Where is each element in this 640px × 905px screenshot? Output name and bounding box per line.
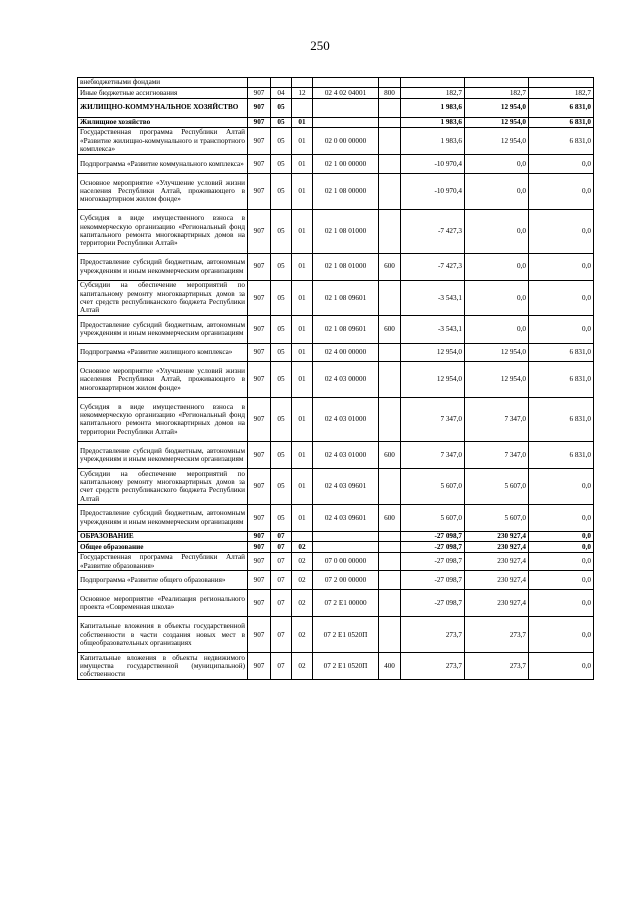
row-amount-3: 0,0 bbox=[529, 571, 594, 590]
row-ved: 907 bbox=[248, 469, 271, 505]
row-section: 05 bbox=[271, 316, 292, 343]
row-subsection: 01 bbox=[292, 504, 313, 531]
table-row bbox=[78, 571, 594, 590]
row-expense-type bbox=[379, 617, 401, 653]
row-name: Предоставление субсидий бюджетным, автономным учреждениям и иным некоммерческим организациям bbox=[78, 253, 248, 280]
row-subsection: 02 bbox=[292, 552, 313, 571]
row-ved: 907 bbox=[248, 343, 271, 362]
row-amount-1: 1 983,6 bbox=[401, 98, 465, 117]
row-subsection: 01 bbox=[292, 209, 313, 253]
row-expense-type bbox=[379, 542, 401, 552]
page-number: 250 bbox=[310, 38, 330, 53]
row-name: Иные бюджетные ассигнования bbox=[78, 88, 248, 98]
row-amount-2: 273,7 bbox=[465, 653, 529, 680]
row-section: 05 bbox=[271, 209, 292, 253]
row-expense-type bbox=[379, 155, 401, 174]
row-name: Общее образование bbox=[78, 542, 248, 552]
row-name: Субсидия в виде имущественного взноса в некоммерческую организацию «Региональный фонд капитального ремонта многоквартирных домов на территории Республики Алтай» bbox=[78, 209, 248, 253]
row-target-article: 07 2 E1 00000 bbox=[313, 590, 379, 617]
row-amount-2: 5 607,0 bbox=[465, 504, 529, 531]
row-ved: 907 bbox=[248, 316, 271, 343]
row-expense-type bbox=[379, 531, 401, 541]
row-subsection: 02 bbox=[292, 571, 313, 590]
table-row bbox=[78, 617, 594, 653]
row-expense-type bbox=[379, 173, 401, 209]
row-expense-type bbox=[379, 571, 401, 590]
table-row bbox=[78, 362, 594, 398]
row-subsection: 01 bbox=[292, 127, 313, 154]
row-subsection: 01 bbox=[292, 343, 313, 362]
row-amount-3: 0,0 bbox=[529, 552, 594, 571]
row-subsection: 01 bbox=[292, 397, 313, 441]
row-section: 05 bbox=[271, 441, 292, 468]
row-expense-type: 600 bbox=[379, 504, 401, 531]
row-target-article: 02 1 08 00000 bbox=[313, 173, 379, 209]
row-name: Подпрограмма «Развитие жилищного комплекса» bbox=[78, 343, 248, 362]
row-subsection: 01 bbox=[292, 253, 313, 280]
row-expense-type bbox=[379, 117, 401, 127]
table-row bbox=[78, 441, 594, 468]
table-row bbox=[78, 253, 594, 280]
row-amount-2: 230 927,4 bbox=[465, 531, 529, 541]
row-amount-2: 12 954,0 bbox=[465, 117, 529, 127]
table-row bbox=[78, 280, 594, 316]
row-name: Подпрограмма «Развитие общего образования» bbox=[78, 571, 248, 590]
row-target-article: 07 2 E1 0520П bbox=[313, 617, 379, 653]
row-subsection: 01 bbox=[292, 316, 313, 343]
row-expense-type bbox=[379, 98, 401, 117]
row-ved: 907 bbox=[248, 117, 271, 127]
table-row bbox=[78, 127, 594, 154]
row-section: 05 bbox=[271, 253, 292, 280]
row-section: 05 bbox=[271, 469, 292, 505]
row-subsection: 01 bbox=[292, 469, 313, 505]
row-section: 05 bbox=[271, 117, 292, 127]
row-expense-type bbox=[379, 552, 401, 571]
row-subsection: 01 bbox=[292, 362, 313, 398]
row-amount-2: 7 347,0 bbox=[465, 441, 529, 468]
row-ved: 907 bbox=[248, 397, 271, 441]
row-amount-1: -3 543,1 bbox=[401, 280, 465, 316]
row-expense-type bbox=[379, 590, 401, 617]
row-amount-3: 6 831,0 bbox=[529, 127, 594, 154]
table-row bbox=[78, 653, 594, 680]
row-amount-3: 6 831,0 bbox=[529, 343, 594, 362]
row-amount-3: 0,0 bbox=[529, 173, 594, 209]
row-name: Основное мероприятие «Улучшение условий жизни населения Республики Алтай, проживающего в многоквартирном жилом фонде» bbox=[78, 362, 248, 398]
row-name: внебюджетными фондами bbox=[78, 78, 248, 88]
row-amount-3: 6 831,0 bbox=[529, 117, 594, 127]
table-row bbox=[78, 173, 594, 209]
row-amount-3 bbox=[529, 78, 594, 88]
row-subsection bbox=[292, 531, 313, 541]
row-amount-1: 7 347,0 bbox=[401, 441, 465, 468]
row-name: Государственная программа Республики Алтай «Развитие жилищно-коммунального и транспортного комплекса» bbox=[78, 127, 248, 154]
row-section bbox=[271, 78, 292, 88]
row-section: 05 bbox=[271, 397, 292, 441]
row-amount-3: 0,0 bbox=[529, 617, 594, 653]
row-subsection: 02 bbox=[292, 542, 313, 552]
row-section: 05 bbox=[271, 155, 292, 174]
row-name: Основное мероприятие «Реализация регионального проекта «Современная школа» bbox=[78, 590, 248, 617]
row-amount-1: -3 543,1 bbox=[401, 316, 465, 343]
row-expense-type bbox=[379, 78, 401, 88]
row-target-article: 02 4 03 09601 bbox=[313, 469, 379, 505]
row-amount-1: -7 427,3 bbox=[401, 209, 465, 253]
row-section: 07 bbox=[271, 542, 292, 552]
row-target-article: 02 4 03 01000 bbox=[313, 397, 379, 441]
row-amount-1: 273,7 bbox=[401, 617, 465, 653]
row-amount-3: 0,0 bbox=[529, 590, 594, 617]
row-expense-type: 600 bbox=[379, 316, 401, 343]
row-amount-2: 230 927,4 bbox=[465, 590, 529, 617]
row-subsection: 01 bbox=[292, 441, 313, 468]
row-amount-3: 0,0 bbox=[529, 280, 594, 316]
row-amount-2: 5 607,0 bbox=[465, 469, 529, 505]
row-target-article: 02 4 02 04001 bbox=[313, 88, 379, 98]
row-target-article: 02 4 03 00000 bbox=[313, 362, 379, 398]
row-ved: 907 bbox=[248, 209, 271, 253]
row-subsection bbox=[292, 98, 313, 117]
row-target-article: 02 4 00 00000 bbox=[313, 343, 379, 362]
row-ved: 907 bbox=[248, 98, 271, 117]
row-ved: 907 bbox=[248, 590, 271, 617]
row-expense-type bbox=[379, 280, 401, 316]
row-target-article: 02 1 08 09601 bbox=[313, 280, 379, 316]
row-target-article: 02 1 08 09601 bbox=[313, 316, 379, 343]
row-expense-type bbox=[379, 343, 401, 362]
row-amount-1: -27 098,7 bbox=[401, 542, 465, 552]
row-target-article: 02 0 00 00000 bbox=[313, 127, 379, 154]
row-ved: 907 bbox=[248, 531, 271, 541]
row-ved bbox=[248, 78, 271, 88]
row-amount-1: 12 954,0 bbox=[401, 362, 465, 398]
row-amount-1: -27 098,7 bbox=[401, 552, 465, 571]
row-amount-2: 0,0 bbox=[465, 253, 529, 280]
row-name: Субсидии на обеспечение мероприятий по капитальному ремонту многоквартирных домов за счет средств республиканского бюджета Республики Алтай bbox=[78, 280, 248, 316]
budget-table bbox=[77, 77, 594, 680]
row-amount-3: 6 831,0 bbox=[529, 362, 594, 398]
row-ved: 907 bbox=[248, 127, 271, 154]
row-amount-1: 5 607,0 bbox=[401, 469, 465, 505]
row-name: Основное мероприятие «Улучшение условий жизни населения Республики Алтай, проживающего в многоквартирном жилом фонде» bbox=[78, 173, 248, 209]
row-amount-2: 0,0 bbox=[465, 155, 529, 174]
row-target-article: 07 0 00 00000 bbox=[313, 552, 379, 571]
row-amount-3: 0,0 bbox=[529, 316, 594, 343]
row-amount-1: -7 427,3 bbox=[401, 253, 465, 280]
row-target-article bbox=[313, 117, 379, 127]
row-amount-3: 0,0 bbox=[529, 653, 594, 680]
row-amount-2: 230 927,4 bbox=[465, 571, 529, 590]
row-amount-1: -10 970,4 bbox=[401, 155, 465, 174]
row-amount-1: -27 098,7 bbox=[401, 590, 465, 617]
row-target-article: 07 2 E1 0520П bbox=[313, 653, 379, 680]
row-name: Субсидии на обеспечение мероприятий по капитальному ремонту многоквартирных домов за счет средств республиканского бюджета Республики Алтай bbox=[78, 469, 248, 505]
table-row bbox=[78, 469, 594, 505]
row-target-article: 07 2 00 00000 bbox=[313, 571, 379, 590]
row-target-article: 02 4 03 09601 bbox=[313, 504, 379, 531]
row-ved: 907 bbox=[248, 173, 271, 209]
row-amount-3: 182,7 bbox=[529, 88, 594, 98]
row-name: Государственная программа Республики Алтай «Развитие образования» bbox=[78, 552, 248, 571]
row-target-article bbox=[313, 98, 379, 117]
table-row bbox=[78, 590, 594, 617]
row-section: 05 bbox=[271, 504, 292, 531]
row-amount-1: -27 098,7 bbox=[401, 571, 465, 590]
row-amount-3: 0,0 bbox=[529, 469, 594, 505]
row-amount-1: 273,7 bbox=[401, 653, 465, 680]
row-amount-3: 0,0 bbox=[529, 531, 594, 541]
table-row bbox=[78, 552, 594, 571]
row-amount-3: 6 831,0 bbox=[529, 98, 594, 117]
table-row bbox=[78, 343, 594, 362]
row-expense-type bbox=[379, 469, 401, 505]
row-subsection: 01 bbox=[292, 280, 313, 316]
row-expense-type: 400 bbox=[379, 653, 401, 680]
row-amount-2: 273,7 bbox=[465, 617, 529, 653]
row-target-article bbox=[313, 531, 379, 541]
row-section: 07 bbox=[271, 653, 292, 680]
row-expense-type: 800 bbox=[379, 88, 401, 98]
table-row bbox=[78, 316, 594, 343]
row-amount-3: 0,0 bbox=[529, 542, 594, 552]
row-section: 05 bbox=[271, 343, 292, 362]
row-name: Предоставление субсидий бюджетным, автономным учреждениям и иным некоммерческим организациям bbox=[78, 316, 248, 343]
table-row bbox=[78, 117, 594, 127]
row-amount-2: 0,0 bbox=[465, 280, 529, 316]
row-expense-type bbox=[379, 397, 401, 441]
row-subsection: 02 bbox=[292, 653, 313, 680]
row-expense-type bbox=[379, 209, 401, 253]
row-target-article bbox=[313, 542, 379, 552]
row-name: ЖИЛИЩНО-КОММУНАЛЬНОЕ ХОЗЯЙСТВО bbox=[78, 98, 248, 117]
row-amount-3: 6 831,0 bbox=[529, 441, 594, 468]
row-amount-1: -27 098,7 bbox=[401, 531, 465, 541]
row-section: 07 bbox=[271, 531, 292, 541]
row-target-article: 02 1 08 01000 bbox=[313, 253, 379, 280]
row-expense-type: 600 bbox=[379, 253, 401, 280]
row-amount-2: 0,0 bbox=[465, 209, 529, 253]
row-amount-1: -10 970,4 bbox=[401, 173, 465, 209]
row-ved: 907 bbox=[248, 617, 271, 653]
row-name: Предоставление субсидий бюджетным, автономным учреждениям и иным некоммерческим организациям bbox=[78, 441, 248, 468]
row-name: Предоставление субсидий бюджетным, автономным учреждениям и иным некоммерческим организациям bbox=[78, 504, 248, 531]
row-target-article: 02 1 08 01000 bbox=[313, 209, 379, 253]
row-expense-type bbox=[379, 362, 401, 398]
row-amount-3: 0,0 bbox=[529, 253, 594, 280]
table-row bbox=[78, 88, 594, 98]
row-ved: 907 bbox=[248, 280, 271, 316]
table-row bbox=[78, 397, 594, 441]
row-subsection: 01 bbox=[292, 117, 313, 127]
row-amount-3: 6 831,0 bbox=[529, 397, 594, 441]
table-row bbox=[78, 78, 594, 88]
row-ved: 907 bbox=[248, 504, 271, 531]
row-section: 05 bbox=[271, 173, 292, 209]
row-section: 07 bbox=[271, 590, 292, 617]
row-section: 05 bbox=[271, 98, 292, 117]
row-section: 07 bbox=[271, 571, 292, 590]
row-expense-type: 600 bbox=[379, 441, 401, 468]
row-expense-type bbox=[379, 127, 401, 154]
row-ved: 907 bbox=[248, 253, 271, 280]
row-amount-2 bbox=[465, 78, 529, 88]
table-row bbox=[78, 98, 594, 117]
row-section: 07 bbox=[271, 552, 292, 571]
row-amount-1: 1 983,6 bbox=[401, 117, 465, 127]
row-subsection bbox=[292, 78, 313, 88]
row-ved: 907 bbox=[248, 571, 271, 590]
table-row bbox=[78, 542, 594, 552]
row-section: 05 bbox=[271, 280, 292, 316]
row-name: Субсидия в виде имущественного взноса в некоммерческую организацию «Региональный фонд капитального ремонта многоквартирных домов на территории Республики Алтай» bbox=[78, 397, 248, 441]
row-ved: 907 bbox=[248, 552, 271, 571]
row-section: 07 bbox=[271, 617, 292, 653]
row-amount-2: 182,7 bbox=[465, 88, 529, 98]
table-row bbox=[78, 155, 594, 174]
row-name: Подпрограмма «Развитие коммунального комплекса» bbox=[78, 155, 248, 174]
row-section: 05 bbox=[271, 362, 292, 398]
row-amount-3: 0,0 bbox=[529, 504, 594, 531]
row-subsection: 01 bbox=[292, 155, 313, 174]
row-subsection: 12 bbox=[292, 88, 313, 98]
row-target-article: 02 1 00 00000 bbox=[313, 155, 379, 174]
row-amount-3: 0,0 bbox=[529, 155, 594, 174]
row-amount-2: 7 347,0 bbox=[465, 397, 529, 441]
table-row bbox=[78, 531, 594, 541]
row-amount-2: 0,0 bbox=[465, 316, 529, 343]
row-amount-2: 12 954,0 bbox=[465, 362, 529, 398]
row-amount-2: 230 927,4 bbox=[465, 552, 529, 571]
row-ved: 907 bbox=[248, 155, 271, 174]
row-target-article bbox=[313, 78, 379, 88]
row-amount-1: 12 954,0 bbox=[401, 343, 465, 362]
row-ved: 907 bbox=[248, 653, 271, 680]
row-amount-1: 1 983,6 bbox=[401, 127, 465, 154]
row-name: ОБРАЗОВАНИЕ bbox=[78, 531, 248, 541]
row-amount-2: 0,0 bbox=[465, 173, 529, 209]
row-name: Капитальные вложения в объекты государственной собственности в части создания новых мест в общеобразовательных организациях bbox=[78, 617, 248, 653]
row-amount-2: 12 954,0 bbox=[465, 127, 529, 154]
row-amount-1 bbox=[401, 78, 465, 88]
row-ved: 907 bbox=[248, 441, 271, 468]
row-amount-3: 0,0 bbox=[529, 209, 594, 253]
row-amount-1: 182,7 bbox=[401, 88, 465, 98]
table-row bbox=[78, 209, 594, 253]
row-name: Капитальные вложения в объекты недвижимого имущества государственной (муниципальной) собственности bbox=[78, 653, 248, 680]
row-target-article: 02 4 03 01000 bbox=[313, 441, 379, 468]
row-ved: 907 bbox=[248, 542, 271, 552]
row-subsection: 02 bbox=[292, 590, 313, 617]
table-row bbox=[78, 504, 594, 531]
row-name: Жилищное хозяйство bbox=[78, 117, 248, 127]
row-amount-2: 12 954,0 bbox=[465, 343, 529, 362]
row-amount-2: 12 954,0 bbox=[465, 98, 529, 117]
row-section: 05 bbox=[271, 127, 292, 154]
row-section: 04 bbox=[271, 88, 292, 98]
row-ved: 907 bbox=[248, 88, 271, 98]
row-subsection: 02 bbox=[292, 617, 313, 653]
row-amount-1: 5 607,0 bbox=[401, 504, 465, 531]
row-subsection: 01 bbox=[292, 173, 313, 209]
row-amount-1: 7 347,0 bbox=[401, 397, 465, 441]
row-amount-2: 230 927,4 bbox=[465, 542, 529, 552]
row-ved: 907 bbox=[248, 362, 271, 398]
